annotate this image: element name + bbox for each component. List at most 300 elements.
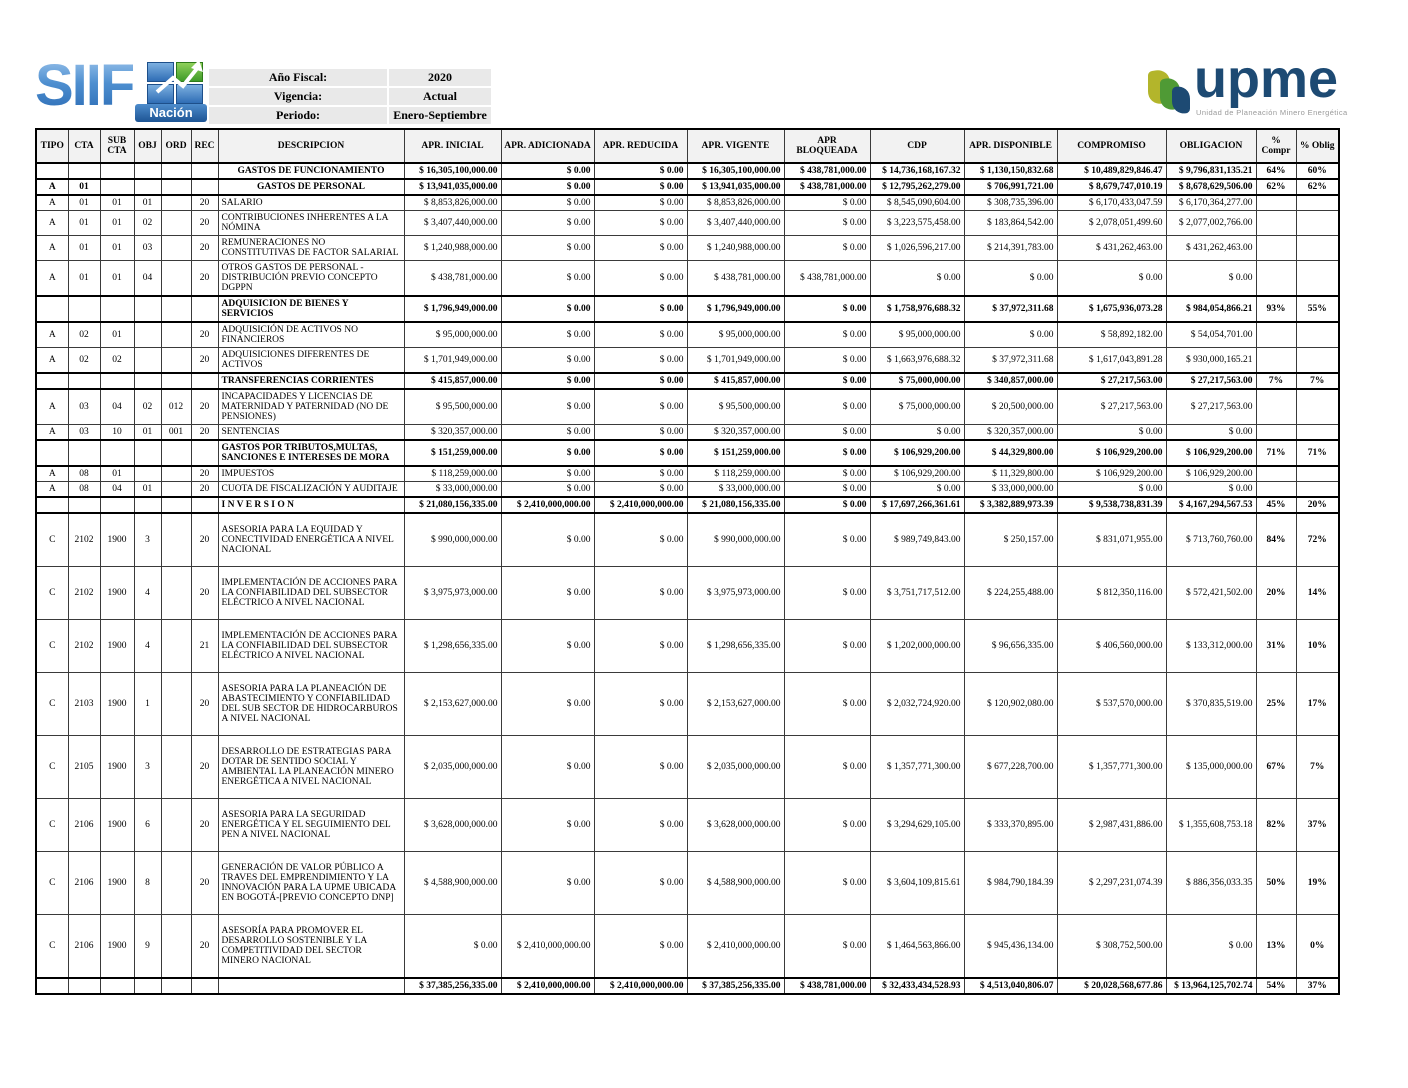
cell-obligacion: $ 2,077,002,766.00 xyxy=(1166,211,1256,236)
cell-ord xyxy=(161,466,191,482)
cell-apr-disponible: $ 33,000,000.00 xyxy=(964,482,1057,498)
cell-tipo: A xyxy=(36,179,68,195)
cell-apr-reducida: $ 0.00 xyxy=(594,620,687,673)
cell-obligacion: $ 572,421,502.00 xyxy=(1166,567,1256,620)
cell-apr-bloqueada: $ 0.00 xyxy=(784,425,870,441)
cell-apr-bloqueada: $ 0.00 xyxy=(784,497,870,513)
cell-apr-disponible: $ 945,436,134.00 xyxy=(964,915,1057,979)
cell-apr-bloqueada: $ 0.00 xyxy=(784,620,870,673)
info-row-vigencia xyxy=(209,88,491,105)
cell-cta: 2102 xyxy=(68,620,100,673)
cell-apr-disponible: $ 320,357,000.00 xyxy=(964,425,1057,441)
cell-apr-disponible: $ 20,500,000.00 xyxy=(964,389,1057,425)
cell-obj: 02 xyxy=(134,389,161,425)
cell-apr-adicionada: $ 0.00 xyxy=(501,261,594,297)
cell-compromiso: $ 106,929,200.00 xyxy=(1057,440,1166,466)
cell-cta xyxy=(68,440,100,466)
cell-cta: 2102 xyxy=(68,567,100,620)
table-row xyxy=(36,261,1339,297)
cell-apr-inicial: $ 95,500,000.00 xyxy=(404,389,501,425)
cell-apr-disponible: $ 44,329,800.00 xyxy=(964,440,1057,466)
cell-apr-inicial: $ 1,796,949,000.00 xyxy=(404,296,501,322)
cell-cdp: $ 12,795,262,279.00 xyxy=(870,179,964,195)
cell-ord xyxy=(161,211,191,236)
cell-ord: 012 xyxy=(161,389,191,425)
cell-cta: 01 xyxy=(68,236,100,261)
col-header-pct-oblig: % Oblig xyxy=(1296,129,1339,163)
cell-compromiso: $ 406,560,000.00 xyxy=(1057,620,1166,673)
cell-obligacion: $ 0.00 xyxy=(1166,425,1256,441)
cell-apr-bloqueada: $ 0.00 xyxy=(784,852,870,915)
siif-square-icon xyxy=(147,84,174,104)
cell-compromiso: $ 27,217,563.00 xyxy=(1057,373,1166,389)
cell-apr-disponible: $ 37,972,311.68 xyxy=(964,348,1057,374)
cell-cta xyxy=(68,163,100,179)
cell-descripcion: REMUNERACIONES NO CONSTITUTIVAS DE FACTOR SALARIAL xyxy=(218,236,404,261)
cell-obj: 01 xyxy=(134,425,161,441)
cell-rec: 20 xyxy=(191,673,218,736)
cell-apr-adicionada: $ 0.00 xyxy=(501,389,594,425)
col-header-apr-reducida: APR. REDUCIDA xyxy=(594,129,687,163)
cell-pct-compr xyxy=(1256,322,1296,348)
cell-obligacion: $ 13,964,125,702.74 xyxy=(1166,978,1256,994)
cell-subcta: 10 xyxy=(100,425,134,441)
cell-pct-compr xyxy=(1256,261,1296,297)
cell-apr-disponible: $ 37,972,311.68 xyxy=(964,296,1057,322)
vigencia-value: Actual xyxy=(389,88,491,105)
cell-rec: 20 xyxy=(191,513,218,567)
table-row xyxy=(36,513,1339,567)
cell-rec xyxy=(191,373,218,389)
cell-apr-disponible: $ 3,382,889,973.39 xyxy=(964,497,1057,513)
cell-ord xyxy=(161,348,191,374)
cell-rec: 20 xyxy=(191,915,218,979)
info-row-periodo xyxy=(209,107,491,124)
cell-subcta: 01 xyxy=(100,211,134,236)
cell-compromiso: $ 8,679,747,010.19 xyxy=(1057,179,1166,195)
upme-leaf-navy-icon xyxy=(1172,85,1190,116)
col-header-rec: REC xyxy=(191,129,218,163)
cell-apr-reducida: $ 0.00 xyxy=(594,348,687,374)
cell-pct-compr: 45% xyxy=(1256,497,1296,513)
cell-descripcion: INCAPACIDADES Y LICENCIAS DE MATERNIDAD Y PATERNIDAD (NO DE PENSIONES) xyxy=(218,389,404,425)
cell-pct-compr: 67% xyxy=(1256,736,1296,799)
cell-cdp: $ 989,749,843.00 xyxy=(870,513,964,567)
cell-ord xyxy=(161,373,191,389)
cell-descripcion: GASTOS POR TRIBUTOS,MULTAS, SANCIONES E INTERESES DE MORA xyxy=(218,440,404,466)
cell-apr-vigente: $ 1,701,949,000.00 xyxy=(687,348,784,374)
cell-cdp: $ 1,663,976,688.32 xyxy=(870,348,964,374)
cell-subcta: 04 xyxy=(100,482,134,498)
cell-descripcion: ASESORÍA PARA PROMOVER EL DESARROLLO SOSTENIBLE Y LA COMPETITIVIDAD DEL SECTOR MINERO NACIONAL xyxy=(218,915,404,979)
table-header-row xyxy=(36,129,1339,163)
cell-apr-reducida: $ 0.00 xyxy=(594,799,687,852)
cell-apr-adicionada: $ 0.00 xyxy=(501,466,594,482)
cell-descripcion: ADQUISICION DE BIENES Y SERVICIOS xyxy=(218,296,404,322)
cell-compromiso: $ 6,170,433,047.59 xyxy=(1057,195,1166,211)
cell-tipo: A xyxy=(36,389,68,425)
cell-compromiso: $ 1,675,936,073.28 xyxy=(1057,296,1166,322)
siif-green-square-icon xyxy=(176,62,203,82)
cell-compromiso: $ 0.00 xyxy=(1057,425,1166,441)
cell-apr-disponible: $ 0.00 xyxy=(964,261,1057,297)
upme-logo xyxy=(1148,49,1348,124)
cell-apr-adicionada: $ 2,410,000,000.00 xyxy=(501,978,594,994)
cell-cta: 01 xyxy=(68,179,100,195)
cell-descripcion: IMPUESTOS xyxy=(218,466,404,482)
cell-cta xyxy=(68,296,100,322)
cell-descripcion: ADQUISICIÓN DE ACTIVOS NO FINANCIEROS xyxy=(218,322,404,348)
table-row xyxy=(36,915,1339,979)
cell-pct-compr: 71% xyxy=(1256,440,1296,466)
cell-apr-reducida: $ 0.00 xyxy=(594,852,687,915)
cell-cta xyxy=(68,373,100,389)
cell-obj xyxy=(134,978,161,994)
cell-rec: 20 xyxy=(191,261,218,297)
cell-pct-oblig: 7% xyxy=(1296,736,1339,799)
cell-apr-disponible: $ 250,157.00 xyxy=(964,513,1057,567)
cell-tipo: A xyxy=(36,482,68,498)
cell-cta: 08 xyxy=(68,466,100,482)
cell-apr-bloqueada: $ 0.00 xyxy=(784,348,870,374)
cell-pct-compr xyxy=(1256,466,1296,482)
cell-subcta: 01 xyxy=(100,261,134,297)
cell-ord xyxy=(161,978,191,994)
cell-subcta: 01 xyxy=(100,466,134,482)
cell-apr-reducida: $ 0.00 xyxy=(594,296,687,322)
cell-apr-inicial: $ 37,385,256,335.00 xyxy=(404,978,501,994)
cell-apr-reducida: $ 0.00 xyxy=(594,440,687,466)
cell-rec: 21 xyxy=(191,620,218,673)
table-row xyxy=(36,425,1339,441)
cell-apr-inicial: $ 438,781,000.00 xyxy=(404,261,501,297)
cell-cdp: $ 8,545,090,604.00 xyxy=(870,195,964,211)
cell-pct-compr: 31% xyxy=(1256,620,1296,673)
cell-apr-reducida: $ 0.00 xyxy=(594,261,687,297)
cell-apr-reducida: $ 0.00 xyxy=(594,179,687,195)
cell-descripcion: ADQUISICIONES DIFERENTES DE ACTIVOS xyxy=(218,348,404,374)
cell-ord xyxy=(161,799,191,852)
cell-pct-oblig: 19% xyxy=(1296,852,1339,915)
cell-obj xyxy=(134,440,161,466)
cell-apr-inicial: $ 1,240,988,000.00 xyxy=(404,236,501,261)
cell-rec: 20 xyxy=(191,348,218,374)
cell-apr-vigente: $ 37,385,256,335.00 xyxy=(687,978,784,994)
cell-pct-oblig: 55% xyxy=(1296,296,1339,322)
cell-apr-inicial: $ 1,298,656,335.00 xyxy=(404,620,501,673)
cell-ord xyxy=(161,513,191,567)
cell-pct-oblig: 0% xyxy=(1296,915,1339,979)
cell-apr-adicionada: $ 2,410,000,000.00 xyxy=(501,915,594,979)
cell-pct-compr: 25% xyxy=(1256,673,1296,736)
cell-compromiso: $ 308,752,500.00 xyxy=(1057,915,1166,979)
cell-subcta xyxy=(100,179,134,195)
cell-apr-bloqueada: $ 0.00 xyxy=(784,389,870,425)
cell-compromiso: $ 0.00 xyxy=(1057,261,1166,297)
cell-apr-adicionada: $ 2,410,000,000.00 xyxy=(501,497,594,513)
cell-apr-vigente: $ 2,035,000,000.00 xyxy=(687,736,784,799)
cell-compromiso: $ 431,262,463.00 xyxy=(1057,236,1166,261)
cell-descripcion: IMPLEMENTACIÓN DE ACCIONES PARA LA CONFIABILIDAD DEL SUBSECTOR ELÉCTRICO A NIVEL NACIONAL xyxy=(218,620,404,673)
cell-apr-vigente: $ 95,500,000.00 xyxy=(687,389,784,425)
cell-apr-inicial: $ 4,588,900,000.00 xyxy=(404,852,501,915)
upme-logo-text: upme xyxy=(1194,49,1339,109)
cell-pct-oblig: 37% xyxy=(1296,799,1339,852)
cell-rec xyxy=(191,163,218,179)
cell-apr-reducida: $ 2,410,000,000.00 xyxy=(594,497,687,513)
section-row xyxy=(36,163,1339,179)
table-row xyxy=(36,482,1339,498)
cell-ord xyxy=(161,195,191,211)
cell-apr-bloqueada: $ 0.00 xyxy=(784,915,870,979)
cell-descripcion: GASTOS DE FUNCIONAMIENTO xyxy=(218,163,404,179)
cell-obligacion: $ 930,000,165.21 xyxy=(1166,348,1256,374)
cell-tipo: A xyxy=(36,195,68,211)
cell-apr-vigente: $ 8,853,826,000.00 xyxy=(687,195,784,211)
cell-pct-oblig xyxy=(1296,195,1339,211)
cell-ord xyxy=(161,179,191,195)
cell-apr-vigente: $ 16,305,100,000.00 xyxy=(687,163,784,179)
cell-apr-disponible: $ 11,329,800.00 xyxy=(964,466,1057,482)
cell-apr-bloqueada: $ 0.00 xyxy=(784,195,870,211)
cell-rec: 20 xyxy=(191,211,218,236)
cell-subcta: 1900 xyxy=(100,915,134,979)
cell-obj: 4 xyxy=(134,567,161,620)
cell-tipo: C xyxy=(36,736,68,799)
cell-rec xyxy=(191,497,218,513)
cell-cdp: $ 3,223,575,458.00 xyxy=(870,211,964,236)
table-row xyxy=(36,799,1339,852)
cell-rec: 20 xyxy=(191,852,218,915)
cell-apr-disponible: $ 4,513,040,806.07 xyxy=(964,978,1057,994)
cell-apr-disponible: $ 96,656,335.00 xyxy=(964,620,1057,673)
col-header-cta: CTA xyxy=(68,129,100,163)
cell-apr-inicial: $ 151,259,000.00 xyxy=(404,440,501,466)
cell-cdp: $ 32,433,434,528.93 xyxy=(870,978,964,994)
cell-apr-inicial: $ 3,407,440,000.00 xyxy=(404,211,501,236)
cell-obligacion: $ 886,356,033.35 xyxy=(1166,852,1256,915)
cell-pct-compr: 62% xyxy=(1256,179,1296,195)
cell-cta: 08 xyxy=(68,482,100,498)
cell-compromiso: $ 106,929,200.00 xyxy=(1057,466,1166,482)
cell-apr-reducida: $ 0.00 xyxy=(594,389,687,425)
cell-obligacion: $ 9,796,831,135.21 xyxy=(1166,163,1256,179)
cell-cdp: $ 3,751,717,512.00 xyxy=(870,567,964,620)
fiscal-year-value: 2020 xyxy=(389,69,491,86)
cell-pct-compr xyxy=(1256,348,1296,374)
cell-apr-inicial: $ 16,305,100,000.00 xyxy=(404,163,501,179)
cell-tipo: A xyxy=(36,261,68,297)
cell-apr-vigente: $ 4,588,900,000.00 xyxy=(687,852,784,915)
cell-apr-reducida: $ 0.00 xyxy=(594,915,687,979)
cell-ord xyxy=(161,296,191,322)
cell-apr-vigente: $ 151,259,000.00 xyxy=(687,440,784,466)
budget-execution-table xyxy=(35,128,1340,995)
cell-apr-inicial: $ 990,000,000.00 xyxy=(404,513,501,567)
cell-cdp: $ 0.00 xyxy=(870,425,964,441)
cell-pct-oblig: 14% xyxy=(1296,567,1339,620)
cell-subcta: 1900 xyxy=(100,620,134,673)
cell-obj: 1 xyxy=(134,673,161,736)
cell-subcta: 1900 xyxy=(100,567,134,620)
cell-compromiso: $ 2,987,431,886.00 xyxy=(1057,799,1166,852)
cell-apr-vigente: $ 990,000,000.00 xyxy=(687,513,784,567)
cell-subcta xyxy=(100,440,134,466)
cell-cdp: $ 0.00 xyxy=(870,482,964,498)
cell-apr-adicionada: $ 0.00 xyxy=(501,482,594,498)
cell-subcta: 01 xyxy=(100,322,134,348)
cell-apr-vigente: $ 2,153,627,000.00 xyxy=(687,673,784,736)
cell-subcta: 1900 xyxy=(100,673,134,736)
cell-apr-adicionada: $ 0.00 xyxy=(501,296,594,322)
cell-apr-bloqueada: $ 438,781,000.00 xyxy=(784,261,870,297)
col-header-apr-disponible: APR. DISPONIBLE xyxy=(964,129,1057,163)
col-header-obligacion: OBLIGACION xyxy=(1166,129,1256,163)
cell-obligacion: $ 135,000,000.00 xyxy=(1166,736,1256,799)
cell-subcta: 01 xyxy=(100,236,134,261)
cell-tipo xyxy=(36,296,68,322)
cell-apr-vigente: $ 415,857,000.00 xyxy=(687,373,784,389)
cell-pct-compr xyxy=(1256,236,1296,261)
cell-obj xyxy=(134,322,161,348)
cell-obligacion: $ 713,760,760.00 xyxy=(1166,513,1256,567)
cell-obligacion: $ 106,929,200.00 xyxy=(1166,466,1256,482)
cell-apr-reducida: $ 0.00 xyxy=(594,373,687,389)
cell-apr-reducida: $ 0.00 xyxy=(594,425,687,441)
cell-ord xyxy=(161,673,191,736)
cell-ord xyxy=(161,852,191,915)
section-row xyxy=(36,373,1339,389)
cell-apr-disponible: $ 340,857,000.00 xyxy=(964,373,1057,389)
info-row-fiscal-year xyxy=(209,69,491,86)
cell-apr-bloqueada: $ 0.00 xyxy=(784,736,870,799)
cell-apr-vigente: $ 320,357,000.00 xyxy=(687,425,784,441)
siif-logo-mark-icon xyxy=(147,62,205,106)
col-header-descripcion: DESCRIPCION xyxy=(218,129,404,163)
cell-obj: 03 xyxy=(134,236,161,261)
cell-rec: 20 xyxy=(191,236,218,261)
cell-descripcion: GASTOS DE PERSONAL xyxy=(218,179,404,195)
table-row xyxy=(36,852,1339,915)
cell-apr-bloqueada: $ 0.00 xyxy=(784,322,870,348)
cell-apr-adicionada: $ 0.00 xyxy=(501,620,594,673)
cell-obj xyxy=(134,163,161,179)
cell-cdp: $ 17,697,266,361.61 xyxy=(870,497,964,513)
cell-pct-oblig: 72% xyxy=(1296,513,1339,567)
cell-apr-vigente: $ 438,781,000.00 xyxy=(687,261,784,297)
cell-compromiso: $ 27,217,563.00 xyxy=(1057,389,1166,425)
cell-tipo xyxy=(36,978,68,994)
cell-descripcion: ASESORIA PARA LA EQUIDAD Y CONECTIVIDAD ENERGÉTICA A NIVEL NACIONAL xyxy=(218,513,404,567)
cell-descripcion: GENERACIÓN DE VALOR PÚBLICO A TRAVES DEL EMPRENDIMIENTO Y LA INNOVACIÓN PARA LA UPME UBICADA EN BOGOTÁ-[PREVIO CONCEPTO DNP] xyxy=(218,852,404,915)
cell-descripcion: DESARROLLO DE ESTRATEGIAS PARA DOTAR DE SENTIDO SOCIAL Y AMBIENTAL LA PLANEACIÓN MINERO ENERGÉTICA A NIVEL NACIONAL xyxy=(218,736,404,799)
cell-cdp: $ 95,000,000.00 xyxy=(870,322,964,348)
cell-rec xyxy=(191,296,218,322)
cell-apr-bloqueada: $ 0.00 xyxy=(784,799,870,852)
cell-apr-inicial: $ 415,857,000.00 xyxy=(404,373,501,389)
cell-apr-bloqueada: $ 0.00 xyxy=(784,673,870,736)
cell-cta: 2103 xyxy=(68,673,100,736)
cell-apr-inicial: $ 1,701,949,000.00 xyxy=(404,348,501,374)
cell-obj: 01 xyxy=(134,195,161,211)
cell-subcta xyxy=(100,296,134,322)
cell-cta: 2106 xyxy=(68,852,100,915)
cell-obj: 3 xyxy=(134,736,161,799)
cell-descripcion: ASESORIA PARA LA PLANEACIÓN DE ABASTECIMIENTO Y CONFIABILIDAD DEL SUB SECTOR DE HIDROCARBUROS A NIVEL NACIONAL xyxy=(218,673,404,736)
cell-apr-adicionada: $ 0.00 xyxy=(501,852,594,915)
col-header-pct-compr: % Compr xyxy=(1256,129,1296,163)
section-row xyxy=(36,440,1339,466)
section-row xyxy=(36,497,1339,513)
cell-tipo: C xyxy=(36,852,68,915)
cell-apr-reducida: $ 0.00 xyxy=(594,736,687,799)
cell-descripcion: ASESORIA PARA LA SEGURIDAD ENERGÉTICA Y EL SEGUIMIENTO DEL PEN A NIVEL NACIONAL xyxy=(218,799,404,852)
cell-apr-vigente: $ 1,240,988,000.00 xyxy=(687,236,784,261)
cell-cdp: $ 2,032,724,920.00 xyxy=(870,673,964,736)
cell-compromiso: $ 812,350,116.00 xyxy=(1057,567,1166,620)
cell-apr-reducida: $ 0.00 xyxy=(594,466,687,482)
cell-obj xyxy=(134,466,161,482)
cell-ord xyxy=(161,736,191,799)
cell-cta: 2106 xyxy=(68,915,100,979)
cell-pct-compr: 64% xyxy=(1256,163,1296,179)
cell-cdp: $ 3,294,629,105.00 xyxy=(870,799,964,852)
cell-apr-inicial: $ 8,853,826,000.00 xyxy=(404,195,501,211)
cell-apr-adicionada: $ 0.00 xyxy=(501,211,594,236)
cell-tipo: C xyxy=(36,673,68,736)
cell-obligacion: $ 370,835,519.00 xyxy=(1166,673,1256,736)
cell-cdp: $ 1,758,976,688.32 xyxy=(870,296,964,322)
cell-cta: 02 xyxy=(68,348,100,374)
cell-ord xyxy=(161,261,191,297)
col-header-cdp: CDP xyxy=(870,129,964,163)
cell-rec: 20 xyxy=(191,425,218,441)
cell-apr-reducida: $ 2,410,000,000.00 xyxy=(594,978,687,994)
cell-descripcion: CONTRIBUCIONES INHERENTES A LA NÓMINA xyxy=(218,211,404,236)
cell-obj: 6 xyxy=(134,799,161,852)
cell-rec: 20 xyxy=(191,567,218,620)
col-header-apr-inicial: APR. INICIAL xyxy=(404,129,501,163)
cell-subcta: 1900 xyxy=(100,852,134,915)
cell-compromiso: $ 10,489,829,846.47 xyxy=(1057,163,1166,179)
cell-compromiso: $ 537,570,000.00 xyxy=(1057,673,1166,736)
total-row xyxy=(36,978,1339,994)
cell-compromiso: $ 2,297,231,074.39 xyxy=(1057,852,1166,915)
cell-obligacion: $ 984,054,866.21 xyxy=(1166,296,1256,322)
cell-obligacion: $ 54,054,701.00 xyxy=(1166,322,1256,348)
siif-nacion-banner: Nación xyxy=(135,104,207,122)
cell-compromiso: $ 58,892,182.00 xyxy=(1057,322,1166,348)
cell-pct-compr: 50% xyxy=(1256,852,1296,915)
cell-apr-adicionada: $ 0.00 xyxy=(501,373,594,389)
cell-ord xyxy=(161,163,191,179)
cell-apr-inicial: $ 13,941,035,000.00 xyxy=(404,179,501,195)
cell-apr-inicial: $ 118,259,000.00 xyxy=(404,466,501,482)
cell-cta: 2106 xyxy=(68,799,100,852)
cell-cdp: $ 3,604,109,815.61 xyxy=(870,852,964,915)
table-row xyxy=(36,567,1339,620)
cell-apr-disponible: $ 333,370,895.00 xyxy=(964,799,1057,852)
cell-apr-vigente: $ 21,080,156,335.00 xyxy=(687,497,784,513)
cell-apr-vigente: $ 1,796,949,000.00 xyxy=(687,296,784,322)
cell-tipo: C xyxy=(36,620,68,673)
cell-descripcion xyxy=(218,978,404,994)
cell-subcta: 1900 xyxy=(100,513,134,567)
cell-apr-disponible: $ 0.00 xyxy=(964,322,1057,348)
cell-subcta: 01 xyxy=(100,195,134,211)
cell-tipo: A xyxy=(36,211,68,236)
col-header-apr-bloqueada: APR BLOQUEADA xyxy=(784,129,870,163)
